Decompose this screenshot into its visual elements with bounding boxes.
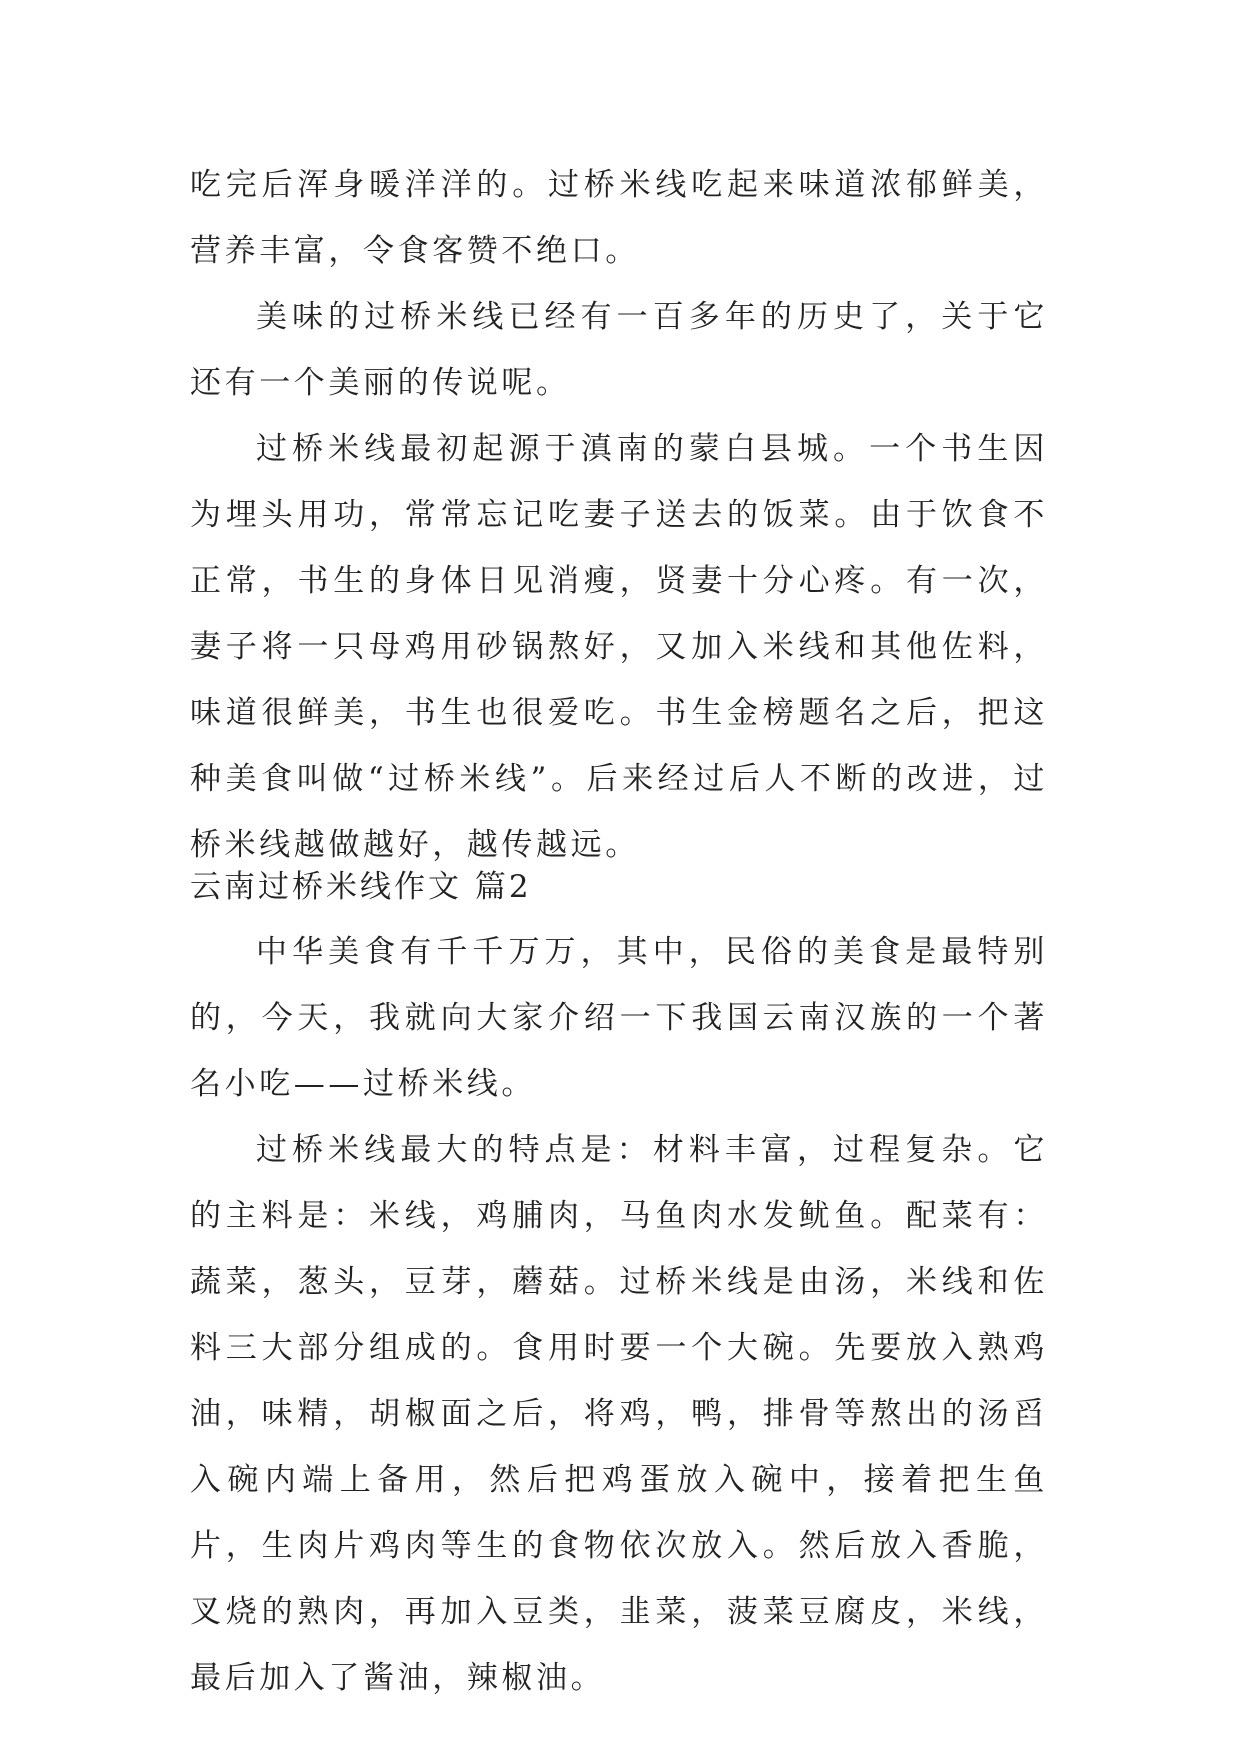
paragraph: 过桥米线最大的特点是：材料丰富，过程复杂。它的主料是：米线，鸡脯肉，马鱼肉水发鱿鱼。配菜有：蔬菜，葱头，豆芽，蘑菇。过桥米线是由汤，米线和佐料三大部分组成的。食用时要一个大碗。先要放入熟鸡油，味精，胡椒面之后，将鸡，鸭，排骨等熬出的汤舀入碗内端上备用，然后把鸡蛋放入碗中，接着把生鱼片，生肉片鸡肉等生的食物依次放入。然后放入香脆，叉烧的熟肉，再加入豆类，韭菜，菠菜豆腐皮，米线，最后加入了酱油，辣椒油。 <box>190 1132 1048 1696</box>
paragraph: 过桥米线最初起源于滇南的蒙白县城。一个书生因为埋头用功，常常忘记吃妻子送去的饭菜。由于饮食不正常，书生的身体日见消瘦，贤妻十分心疼。有一次，妻子将一只母鸡用砂锅熬好，又加入米线和其他佐料，味道很鲜美，书生也很爱吃。书生金榜题名之后，把这种美食叫做“过桥米线”。后来经过后人不断的改进，过桥米线越做越好，越传越远。 <box>190 431 1048 863</box>
section-heading: 云南过桥米线作文 篇2 <box>190 869 532 905</box>
paragraph: 中华美食有千千万万，其中，民俗的美食是最特别的，今天，我就向大家介绍一下我国云南汉族的一个著名小吃——过桥米线。 <box>190 934 1048 1102</box>
paragraph: 吃完后浑身暖洋洋的。过桥米线吃起来味道浓郁鲜美，营养丰富，令食客赞不绝口。 <box>190 167 1048 269</box>
section-2-body <box>190 919 1048 1711</box>
paragraph: 美味的过桥米线已经有一百多年的历史了，关于它还有一个美丽的传说呢。 <box>190 299 1048 401</box>
section-1-body <box>190 152 1048 878</box>
